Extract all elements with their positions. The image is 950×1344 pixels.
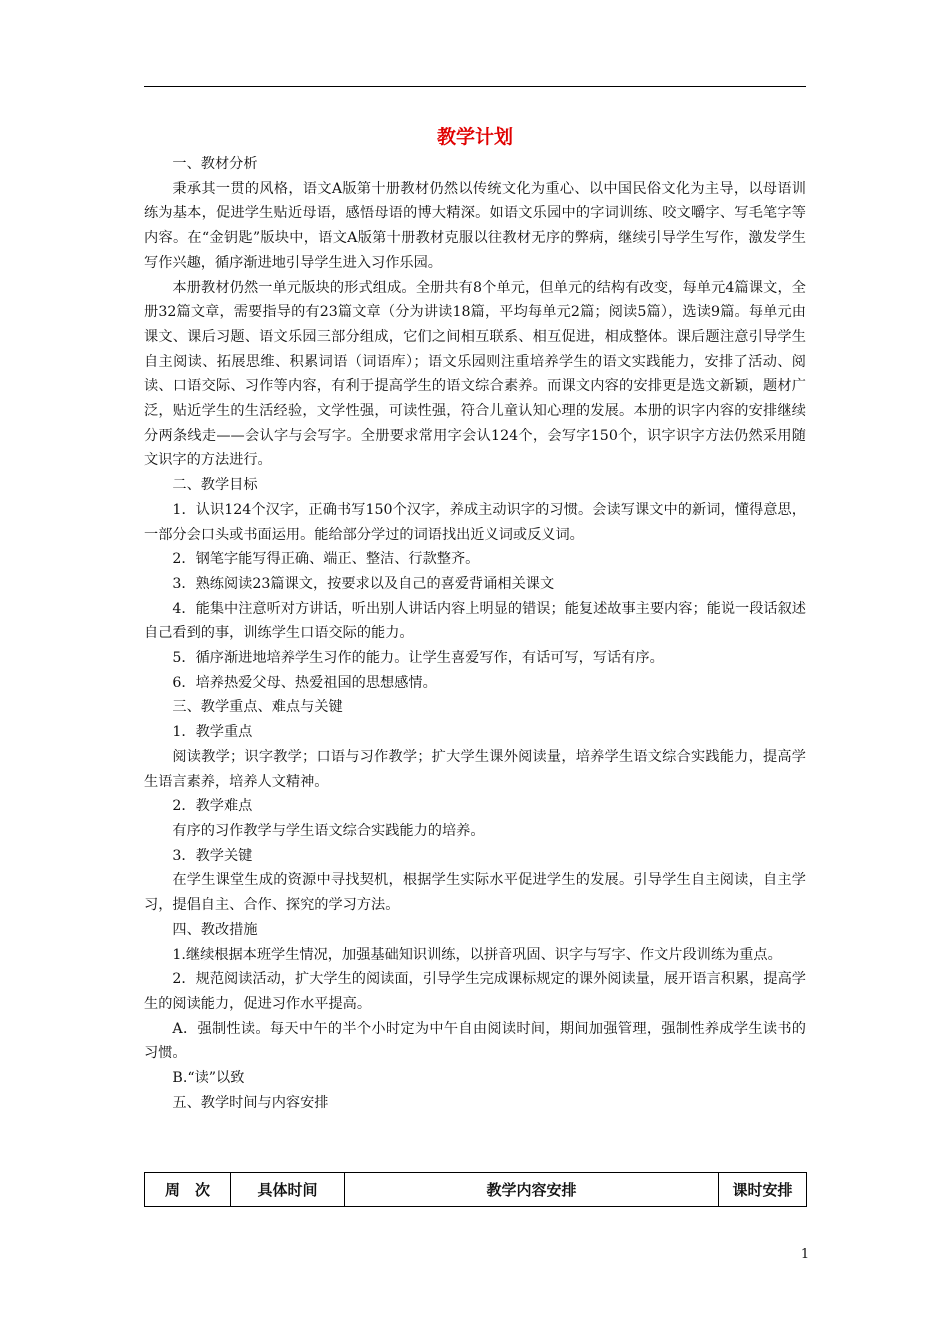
paragraph: B.“读”以致 [172,1070,245,1087]
paragraph: 1.继续根据本班学生情况，加强基础知识训练，以拼音巩固、识字与写字、作文片段训练为重点。 [172,946,782,963]
paragraph: 5．循序渐进地培养学生习作的能力。让学生喜爱写作，有话可写，写话有序。 [172,650,664,667]
paragraph: 阅读教学；识字教学；口语与习作教学；扩大学生课外阅读量，培养学生语文综合实践能力，提高学生语言素养，培养人文精神。 [144,748,806,790]
paragraph: 2．教学难点 [172,798,253,815]
header-content: 教学内容安排 [345,1173,719,1207]
page-title: 教学计划 [436,126,513,148]
paragraph: A．强制性读。每天中午的半个小时定为中午自由阅读时间，期间加强管理，强制性养成学生读书的习惯。 [144,1020,806,1062]
header-week: 周 次 [145,1173,231,1207]
paragraph: 2．规范阅读活动，扩大学生的阅读面，引导学生完成课标规定的课外阅读量，展开语言积累，提高学生的阅读能力，促进习作水平提高。 [144,971,806,1012]
header-hours: 课时安排 [719,1173,807,1207]
paragraph: 2．钢笔字能写得正确、端正、整洁、行款整齐。 [172,551,480,568]
paragraphs [144,152,806,1115]
paragraph: 在学生课堂生成的资源中寻找契机，根据学生实际水平促进学生的发展。引导学生自主阅读，自主学习，提倡自主、合作、探究的学习方法。 [144,872,806,914]
paragraph: 秉承其一贯的风格，语文A版第十册教材仍然以传统文化为重心、以中国民俗文化为主导，以母语训练为基本，促进学生贴近母语，感悟母语的博大精深。如语文乐园中的字词训练、咬文嚼字、写毛笔字等内容。在“金钥匙”版块中，语文A版第十册教材克服以往教材无序的弊病，继续引导学生写作，激发学生写作兴趣，循序渐进地引导学生进入习作乐园。 [144,180,806,271]
paragraph: 本册教材仍然一单元版块的形式组成。全册共有8个单元，但单元的结构有改变，每单元4篇课文，全册32篇文章，需要指导的有23篇文章（分为讲读18篇，平均每单元2篇；阅读5篇），选读9篇。每单元由课文、课后习题、语文乐园三部分组成，它们之间相互联系、相互促进，相成整体。课后题注意引导学生自主阅读、拓展思维、积累词语（词语库）；语文乐园则注重培养学生的语文实践能力，安排了活动、阅读、口语交际、习作等内容，有利于提高学生的语文综合素养。而课文内容的安排更是选文新颖，题材广泛，贴近学生的生活经验，文学性强，可读性强，符合儿童认知心理的发展。本册的识字内容的安排继续分两条线走——会认字与会写字。全册要求常用字会认124个，会写字150个，识字识字方法仍然采用随文识字的方法进行。 [144,279,806,469]
paragraph: 1．教学重点 [172,724,253,741]
paragraph: 三、教学重点、难点与关键 [172,699,343,716]
paragraph: 二、教学目标 [172,477,258,494]
paragraph: 3．教学关键 [172,847,253,864]
table-header-row [145,1173,807,1207]
paragraph: 3．熟练阅读23篇课文，按要求以及自己的喜爱背诵相关课文 [172,575,555,592]
paragraph: 有序的习作教学与学生语文综合实践能力的培养。 [172,822,485,839]
paragraph: 4．能集中注意听对方讲话，听出别人讲话内容上明显的错误；能复述故事主要内容；能说一段话叙述自己看到的事，训练学生口语交际的能力。 [144,600,806,642]
paragraph: 一、教材分析 [172,156,258,172]
schedule-table [144,1172,807,1207]
paragraph: 1．认识124个汉字，正确书写150个汉字，养成主动识字的习惯。会读写课文中的新词，懂得意思，一部分会口头或书面运用。能给部分学过的词语找出近义词或反义词。 [144,501,806,543]
paragraph: 四、教改措施 [172,921,258,938]
header-time: 具体时间 [231,1173,345,1207]
header-rule [144,86,806,87]
document-body [144,124,806,1115]
paragraph: 6．培养热爱父母、热爱祖国的思想感情。 [172,674,437,691]
paragraph: 五、教学时间与内容安排 [172,1094,329,1111]
page-number: 1 [800,1247,810,1262]
